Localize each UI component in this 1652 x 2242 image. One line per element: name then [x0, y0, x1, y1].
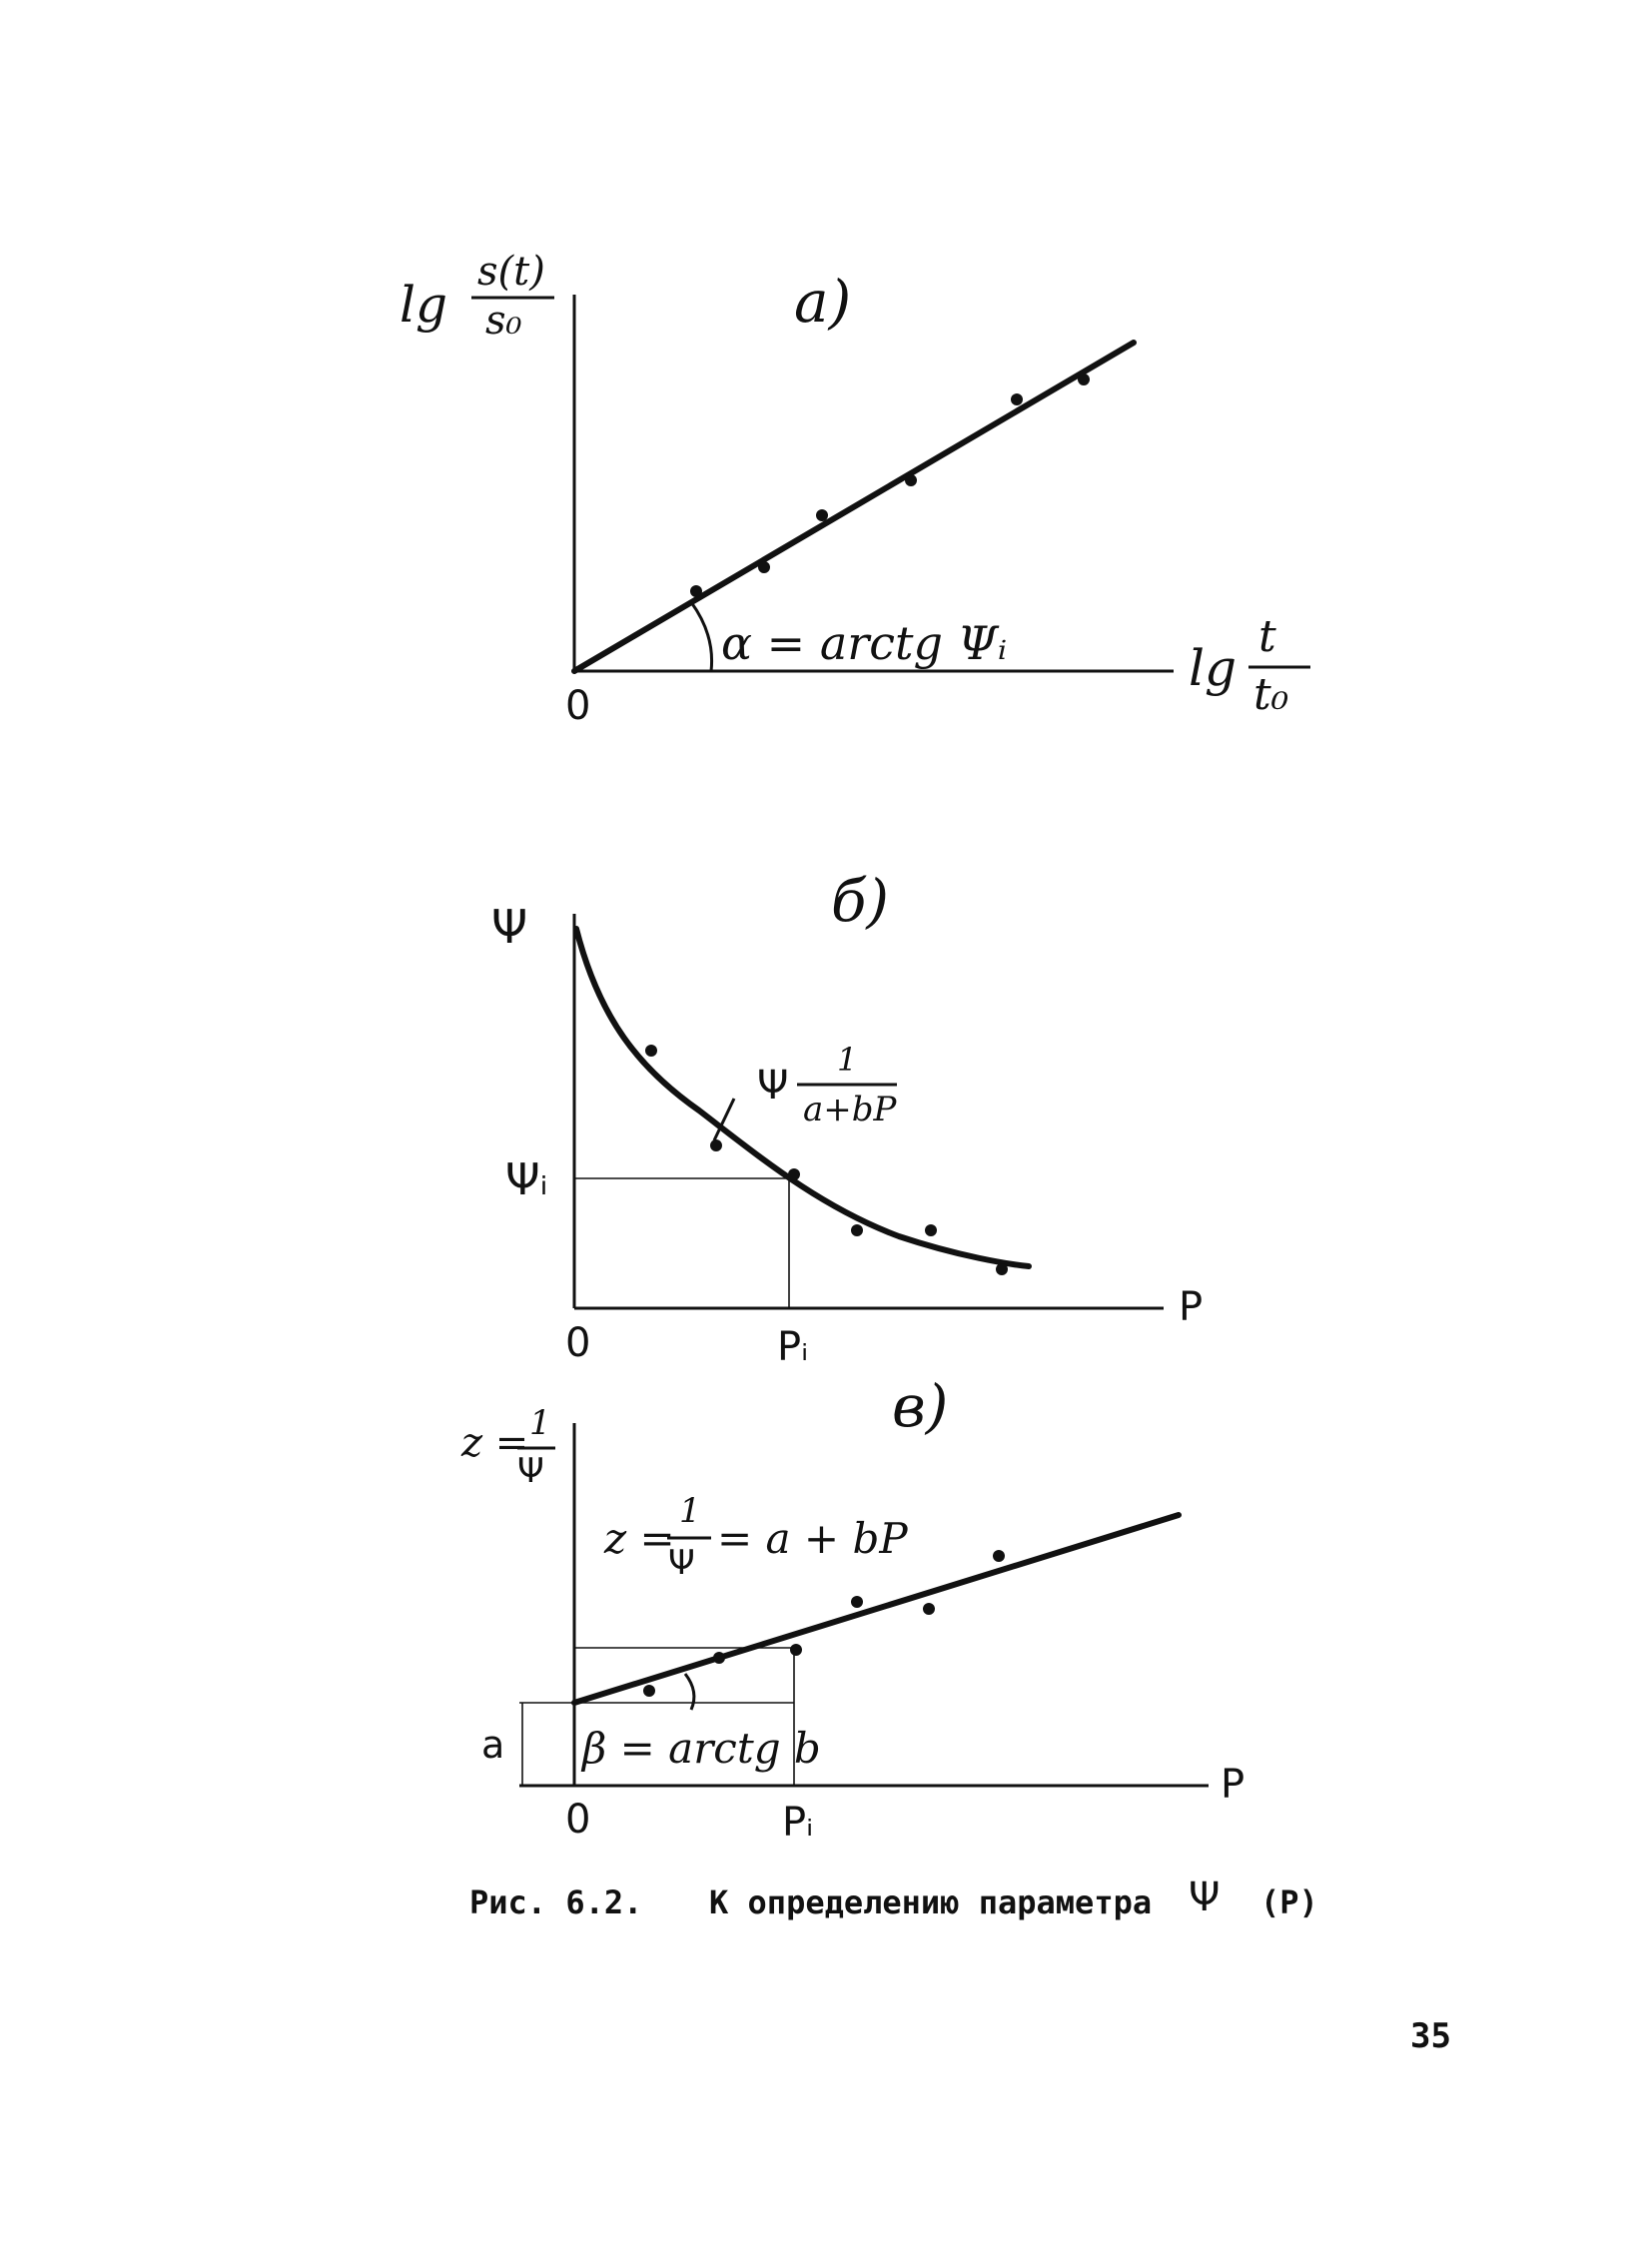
panel-c-point	[851, 1596, 863, 1608]
caption-arg: (P)	[1260, 1883, 1318, 1921]
panel-c-point	[643, 1685, 655, 1697]
panel-c-formula-suffix: = a + bP	[717, 1514, 908, 1563]
panel-a-x-label-num: t	[1258, 611, 1276, 662]
panel-c-point	[923, 1603, 935, 1615]
panel-b-point	[645, 1045, 657, 1057]
panel-b-point	[710, 1139, 722, 1151]
caption-symbol: Ψ	[1189, 1874, 1221, 1920]
panel-c-xi-label: Pᵢ	[782, 1800, 814, 1846]
panel-a-tag: a)	[794, 268, 852, 336]
caption-text: К определению параметра	[709, 1883, 1153, 1921]
panel-c-formula-prefix: z =	[604, 1514, 675, 1563]
panel-c-y-label-den: Ψ	[517, 1451, 544, 1491]
panel-b-curve-label-num: 1	[837, 1041, 858, 1079]
panel-a-point	[690, 585, 702, 597]
panel-b-x-label: P	[1179, 1284, 1204, 1330]
panel-c-angle-arc	[685, 1674, 694, 1710]
panel-c-point	[993, 1550, 1005, 1562]
panel-b-xi-label: Pᵢ	[777, 1324, 809, 1370]
panel-a-origin: 0	[565, 683, 591, 729]
panel-c-intercept-label: a	[481, 1723, 505, 1767]
panel-b-tag: б)	[831, 867, 890, 935]
panel-c-tag: в)	[892, 1372, 949, 1440]
panel-a-y-label-num: s(t)	[477, 249, 545, 295]
panel-a-point	[816, 509, 828, 521]
panel-c-point	[790, 1644, 802, 1656]
panel-a-angle-arc	[691, 602, 712, 671]
panel-b	[491, 867, 1203, 1370]
panel-b-origin: 0	[565, 1320, 591, 1366]
figure-caption	[469, 1874, 1318, 1921]
panel-b-point	[925, 1224, 937, 1236]
panel-c-origin: 0	[565, 1797, 591, 1843]
panel-c-y-label-num: 1	[529, 1403, 551, 1443]
panel-a-point	[905, 474, 917, 486]
page-number: 35	[1410, 2016, 1451, 2056]
panel-c-angle-label: β = arctg b	[582, 1724, 821, 1773]
panel-c	[460, 1372, 1244, 1846]
panel-c-x-label: P	[1221, 1762, 1245, 1808]
panel-a-annotation: α = arctg Ψᵢ	[721, 616, 1008, 670]
panel-a-point	[1078, 374, 1090, 385]
panel-b-y-label: Ψ	[491, 900, 528, 954]
panel-b-point	[851, 1224, 863, 1236]
panel-c-formula-den: Ψ	[668, 1543, 695, 1583]
panel-c-formula-num: 1	[679, 1491, 701, 1531]
panel-c-y-label-prefix: z =	[461, 1420, 529, 1466]
panel-a-x-label-prefix: lg	[1189, 639, 1237, 697]
panel-a	[400, 249, 1310, 729]
panel-a-y-label-prefix: lg	[400, 276, 447, 334]
panel-b-yi-label: Ψᵢ	[505, 1154, 548, 1205]
panel-a-x-label-den: t₀	[1253, 669, 1289, 720]
panel-b-curve-label-prefix: Ψ	[757, 1063, 789, 1109]
panel-b-point	[996, 1263, 1008, 1275]
panel-a-y-label-den: s₀	[485, 298, 522, 344]
panel-b-curve-label-den: a+bP	[803, 1090, 897, 1129]
panel-a-point	[1011, 393, 1023, 405]
panel-c-point	[713, 1652, 725, 1664]
panel-b-point	[788, 1168, 800, 1180]
panel-a-point	[758, 561, 770, 573]
caption-label: Рис. 6.2.	[469, 1883, 643, 1921]
